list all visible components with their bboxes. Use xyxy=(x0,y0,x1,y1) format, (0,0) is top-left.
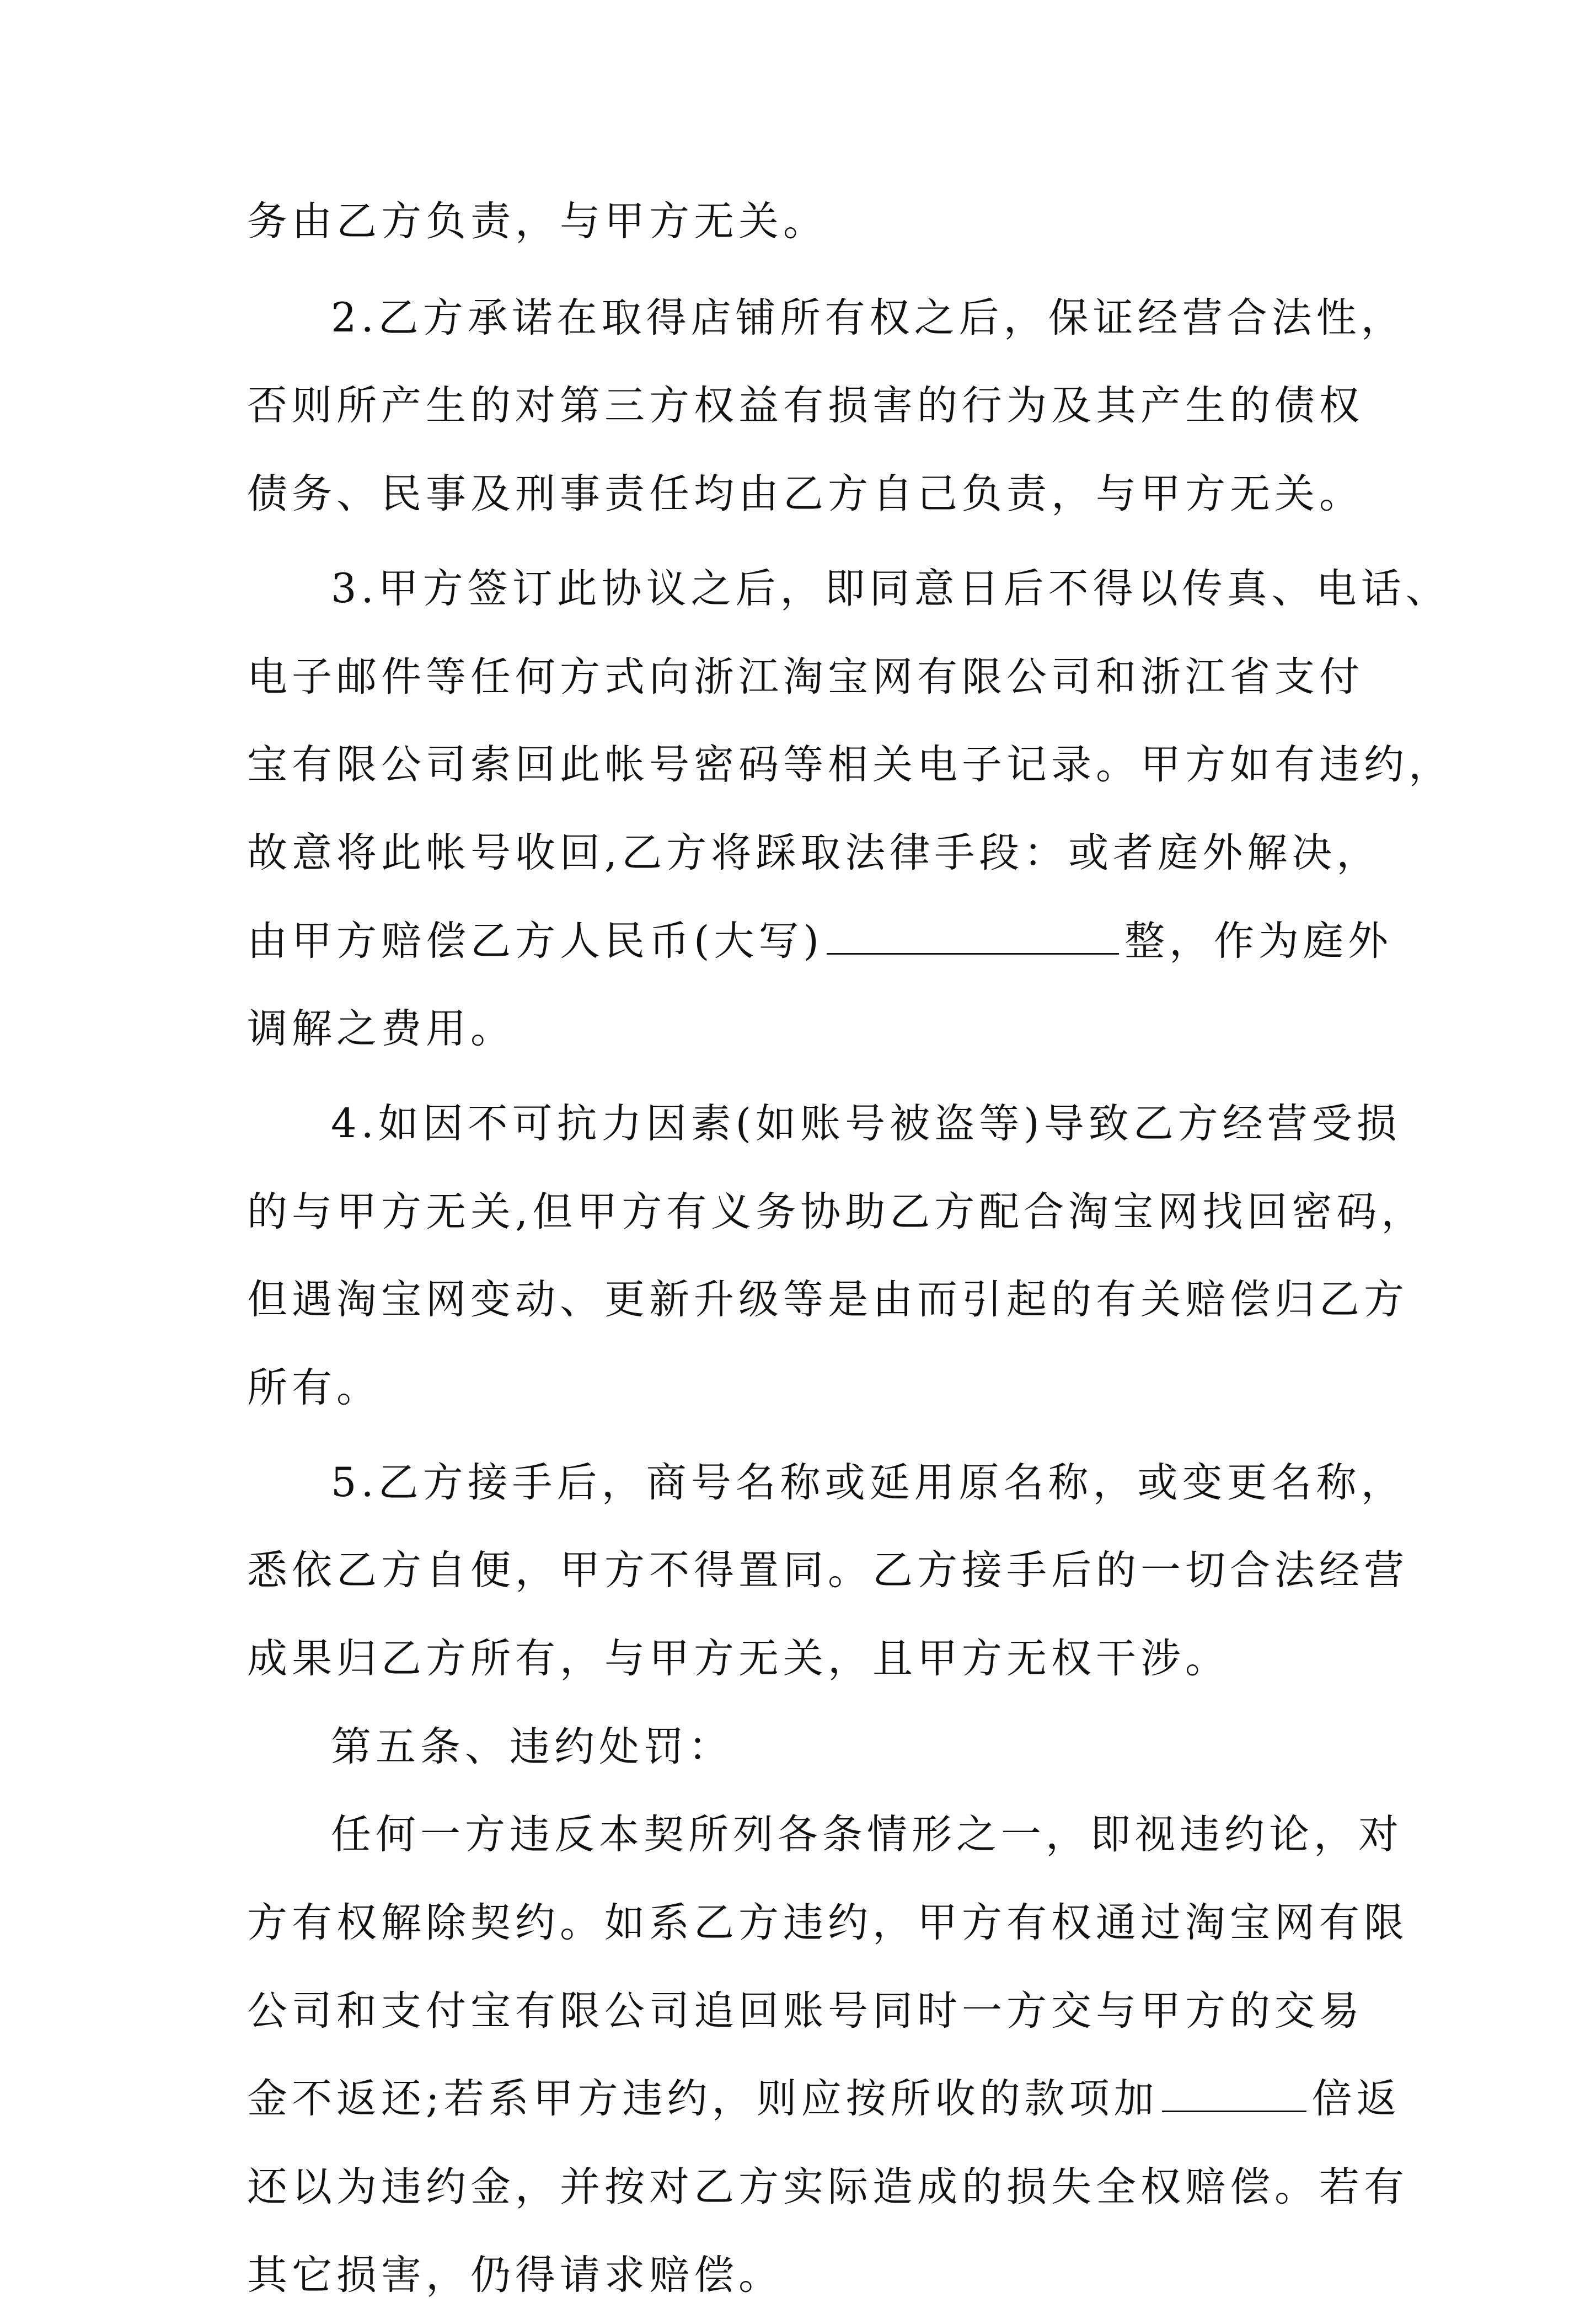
clause-5-line: 5.乙方接手后，商号名称或延用原名称，或变更名称， xyxy=(331,1459,1406,1506)
paragraph-line: 还以为违约金，并按对乙方实际造成的损失全权赔偿。若有 xyxy=(247,2163,1408,2210)
paragraph-line: 故意将此帐号收回,乙方将踩取法律手段：或者庭外解决， xyxy=(247,829,1381,876)
multiplier-line-prefix: 金不返还;若系甲方违约，则应按所收的款项加 xyxy=(247,2075,1159,2122)
paragraph-line: 成果归乙方所有，与甲方无关，且甲方无权干涉。 xyxy=(247,1635,1230,1682)
amount-line-prefix: 由甲方赔偿乙方人民币(大写) xyxy=(247,918,823,965)
multiplier-line xyxy=(247,2071,1401,2127)
amount-line-suffix: 整，作为庭外 xyxy=(1124,918,1393,965)
paragraph-line: 电子邮件等任何方式向浙江淘宝网有限公司和浙江省支付 xyxy=(247,654,1364,700)
multiplier-blank-field[interactable] xyxy=(1162,2081,1306,2112)
paragraph-line: 其它损害，仍得请求赔偿。 xyxy=(247,2252,783,2299)
paragraph-line: 的与甲方无关,但甲方有义务协助乙方配合淘宝网找回密码， xyxy=(247,1188,1426,1235)
paragraph-line: 但遇淘宝网变动、更新升级等是由而引起的有关赔偿归乙方 xyxy=(247,1276,1408,1323)
paragraph-line: 否则所产生的对第三方权益有损害的行为及其产生的债权 xyxy=(247,382,1364,429)
paragraph-line: 务由乙方负责，与甲方无关。 xyxy=(247,198,828,245)
paragraph-line: 公司和支付宝有限公司追回账号同时一方交与甲方的交易 xyxy=(247,1988,1364,2034)
paragraph-line: 方有权解除契约。如系乙方违约，甲方有权通过淘宝网有限 xyxy=(247,1899,1408,1946)
paragraph-line: 悉依乙方自便，甲方不得置同。乙方接手后的一切合法经营 xyxy=(247,1547,1408,1594)
section-heading: 第五条、违约处罚： xyxy=(331,1723,733,1770)
amount-line xyxy=(247,914,1393,969)
clause-2-line: 2.乙方承诺在取得店铺所有权之后，保证经营合法性， xyxy=(331,294,1406,341)
paragraph-line: 债务、民事及刑事责任均由乙方自己负责，与甲方无关。 xyxy=(247,470,1364,517)
paragraph-line: 宝有限公司索回此帐号密码等相关电子记录。甲方如有违约， xyxy=(247,741,1453,788)
paragraph-line: 调解之费用。 xyxy=(247,1005,515,1052)
penalty-line: 任何一方违反本契所列各条情形之一，即视违约论，对 xyxy=(331,1811,1403,1858)
paragraph-line: 所有。 xyxy=(247,1364,381,1411)
amount-blank-field[interactable] xyxy=(827,923,1119,955)
multiplier-line-suffix: 倍返 xyxy=(1311,2075,1401,2122)
clause-3-line: 3.甲方签订此协议之后，即同意日后不得以传真、电话、 xyxy=(331,565,1450,612)
clause-4-line: 4.如因不可抗力因素(如账号被盗等)导致乙方经营受损 xyxy=(331,1100,1401,1147)
